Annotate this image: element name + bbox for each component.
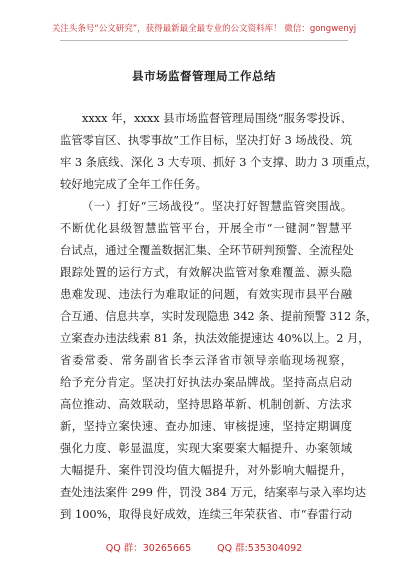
text-line: 省委常委、常务副省长李云泽省市领导亲临现场视察， <box>60 354 352 367</box>
text-line: 大幅提升、案件罚没均值大幅提升，对外影响大幅提升， <box>60 464 352 477</box>
paragraph-intro <box>60 108 378 196</box>
footer-qq-group-2: QQ 群:535304092 <box>217 543 303 554</box>
text-line: 患难发现、违法行为难取证的问题，有效实现市县平台融 <box>60 288 352 301</box>
text-line: 新，坚持立案快速、查办加速、审核提速，坚持定期调度 <box>60 420 352 433</box>
text-line: 高位推动、高效联动，坚持思路革新、机制创新、方法求 <box>60 398 352 411</box>
text-line: 强化力度、彰显温度，实现大案要案大幅提升、办案领域 <box>60 442 352 455</box>
text-line: 台试点，通过全覆盖数据汇集、全环节研判预警、全流程处 <box>60 244 354 257</box>
text-line: 较好地完成了全年工作任务。 <box>60 178 207 191</box>
header-banner: 关注头条号“公文研究”，获得最新最全最专业的公文资料库！ 微信：gongwenyj <box>51 24 357 34</box>
footer-contact <box>0 540 408 554</box>
text-line: 立案查办违法线索 81 条，执法效能提速达 40%以上。2 月， <box>60 332 370 345</box>
text-line: 不断优化县级智慧监管平台，开展全市“一键洞”智慧平 <box>60 222 352 235</box>
footer-qq-group-1: QQ 群：30265665 <box>105 543 192 554</box>
paragraph-three-battles <box>60 196 378 526</box>
text-line: 到 100%，取得良好成效，连续三年荣获省、市“春雷行动 <box>60 508 352 521</box>
text-line: 牢 3 条底线、深化 3 大专项、抓好 3 个支撑、助力 3 项重点， <box>60 156 378 169</box>
text-line: 给予充分肯定。坚决打好执法办案品牌战。坚持高点启动 <box>60 376 352 389</box>
text-line: 跟踪处置的运行方式，有效解决监管对象难覆盖、源头隐 <box>60 266 352 279</box>
document-title: 县市场监督管理局工作总结 <box>132 69 276 83</box>
header-divider <box>60 40 348 41</box>
text-line: （一）打好“三场战役”。坚决打好智慧监管突围战。 <box>82 200 352 213</box>
document-body <box>60 108 378 526</box>
text-line: 查处违法案件 299 件，罚没 384 万元，结案率与录入率均达 <box>60 486 367 499</box>
text-line: 监管零盲区、执零事故”工作目标，坚决打好 3 场战役、筑 <box>60 134 352 147</box>
text-line: xxxx 年，xxxx 县市场监督管理局围绕“服务零投诉、 <box>82 112 352 125</box>
text-line: 合互通、信息共享，实时发现隐患 342 条、提前预警 312 条， <box>60 310 378 323</box>
